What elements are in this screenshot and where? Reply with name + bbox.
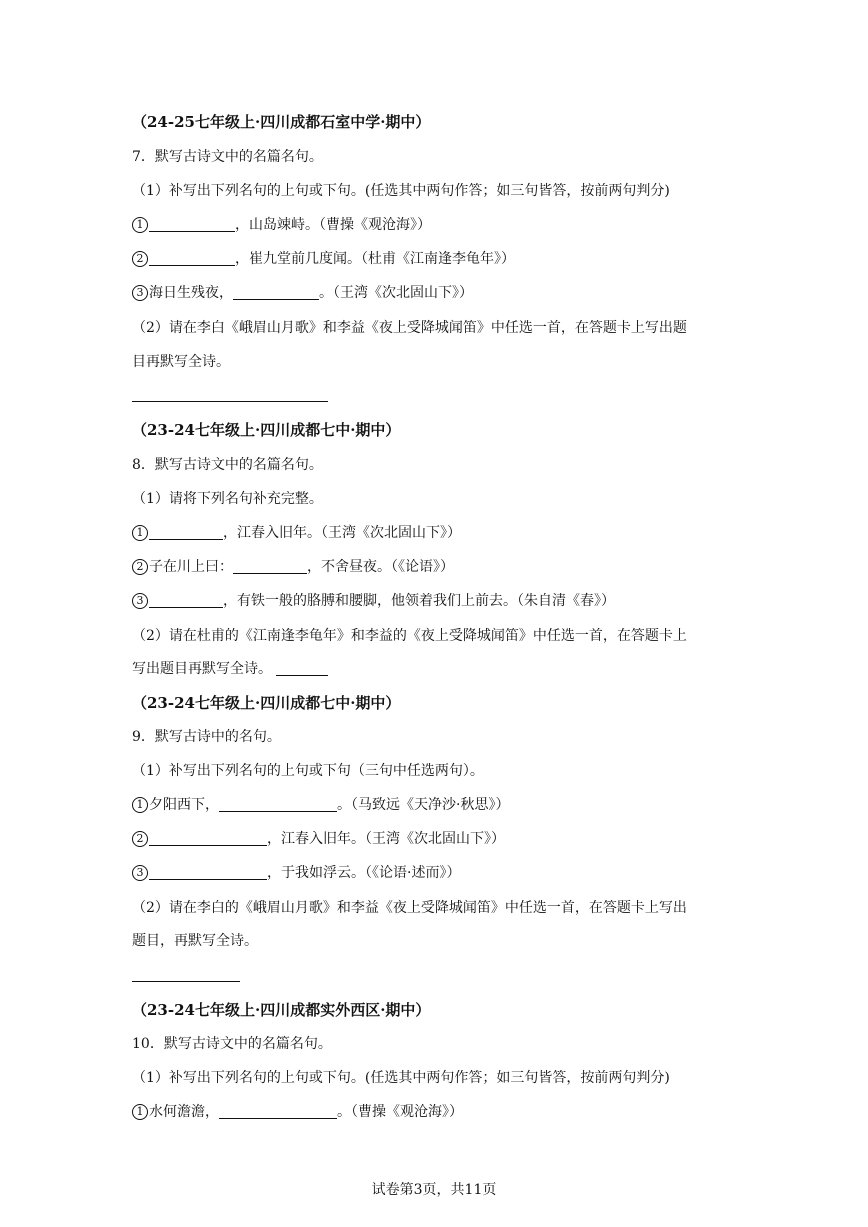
q9-item-3	[132, 863, 460, 883]
circled-number: 3	[132, 593, 148, 609]
q10-item-1	[132, 1102, 463, 1122]
item-text: 子在川上曰：	[149, 559, 233, 575]
q10-stem: 10．默写古诗文中的名篇名句。	[132, 1036, 332, 1052]
answer-blank[interactable]	[149, 831, 267, 846]
answer-blank[interactable]	[149, 865, 267, 880]
q8-part2-line2	[132, 659, 328, 679]
q9-source: （23-24七年级上·四川成都七中·期中）	[132, 694, 401, 712]
circled-number: 1	[132, 797, 148, 813]
answer-blank[interactable]	[219, 1104, 337, 1119]
item-text: ，江春入旧年。（王湾《次北固山下》）	[223, 525, 461, 541]
circled-number: 2	[132, 559, 148, 575]
q9-item-1	[132, 795, 509, 815]
circled-number: 1	[132, 217, 148, 233]
q7-answer-line[interactable]	[132, 401, 328, 402]
item-text: 。（马致远《天净沙·秋思》）	[337, 797, 510, 813]
item-text: 夕阳西下，	[149, 797, 219, 813]
item-text: ，有铁一般的胳膊和腰脚，他领着我们上前去。（朱自清《春》）	[223, 593, 615, 609]
q7-item-2	[132, 249, 515, 269]
item-text: ，不舍昼夜。（《论语》）	[307, 559, 454, 575]
circled-number: 2	[132, 251, 148, 267]
q8-part1-instruction: （1）请将下列名句补充完整。	[132, 491, 323, 507]
item-text: 。（王湾《次北固山下》）	[319, 285, 473, 301]
q8-item-1	[132, 523, 461, 543]
q8-item-2	[132, 557, 454, 577]
circled-number: 3	[132, 865, 148, 881]
q7-stem: 7．默写古诗文中的名篇名句。	[132, 149, 323, 165]
circled-number: 2	[132, 831, 148, 847]
q9-answer-line[interactable]	[132, 981, 240, 982]
q8-source: （23-24七年级上·四川成都七中·期中）	[132, 421, 401, 439]
q7-part2-line2: 目再默写全诗。	[132, 354, 230, 370]
answer-blank[interactable]	[149, 525, 223, 540]
circled-number: 1	[132, 1104, 148, 1120]
circled-number: 3	[132, 285, 148, 301]
q7-item-3	[132, 283, 473, 303]
item-text: 水何澹澹，	[149, 1104, 219, 1120]
part2-text: 写出题目再默写全诗。	[132, 661, 272, 677]
q10-source: （23-24七年级上·四川成都实外西区·期中）	[132, 1001, 431, 1019]
q7-item-1	[132, 215, 431, 235]
answer-blank[interactable]	[149, 593, 223, 608]
q8-item-3	[132, 591, 615, 611]
item-text: ，山岛竦峙。（曹操《观沧海》）	[235, 217, 431, 233]
page-footer: 试卷第3页，共11页	[371, 1182, 497, 1198]
item-text: ，崔九堂前几度闻。（杜甫《江南逢李龟年》）	[235, 251, 515, 267]
answer-blank[interactable]	[219, 797, 337, 812]
q9-part2-line1: （2）请在李白的《峨眉山月歌》和李益《夜上受降城闻笛》中任选一首，在答题卡上写出	[132, 900, 687, 916]
answer-blank[interactable]	[233, 559, 307, 574]
answer-blank[interactable]	[276, 661, 328, 676]
circled-number: 1	[132, 525, 148, 541]
q7-part2-line1: （2）请在李白《峨眉山月歌》和李益《夜上受降城闻笛》中任选一首，在答题卡上写出题	[132, 320, 687, 336]
item-text: ，江春入旧年。（王湾《次北固山下》）	[267, 831, 505, 847]
q8-part2-line1: （2）请在杜甫的《江南逢李龟年》和李益的《夜上受降城闻笛》中任选一首，在答题卡上	[132, 628, 687, 644]
q7-part1-instruction: （1）补写出下列名句的上句或下句。(任选其中两句作答；如三句皆答，按前两句判分)	[132, 183, 670, 199]
answer-blank[interactable]	[149, 251, 235, 266]
q9-item-2	[132, 829, 505, 849]
item-text: 。（曹操《观沧海》）	[337, 1104, 463, 1120]
answer-blank[interactable]	[233, 285, 319, 300]
q10-part1-instruction: （1）补写出下列名句的上句或下句。(任选其中两句作答；如三句皆答，按前两句判分)	[132, 1070, 670, 1086]
answer-blank[interactable]	[149, 217, 235, 232]
item-text: ，于我如浮云。（《论语·述而》）	[267, 865, 461, 881]
item-text: 海日生残夜，	[149, 285, 233, 301]
q9-part1-instruction: （1）补写出下列名句的上句或下句（三句中任选两句）。	[132, 763, 484, 779]
q9-stem: 9．默写古诗中的名句。	[132, 729, 281, 745]
q9-part2-line2: 题目，再默写全诗。	[132, 933, 258, 949]
q7-source: （24-25七年级上·四川成都石室中学·期中）	[132, 113, 431, 131]
q8-stem: 8．默写古诗文中的名篇名句。	[132, 457, 323, 473]
